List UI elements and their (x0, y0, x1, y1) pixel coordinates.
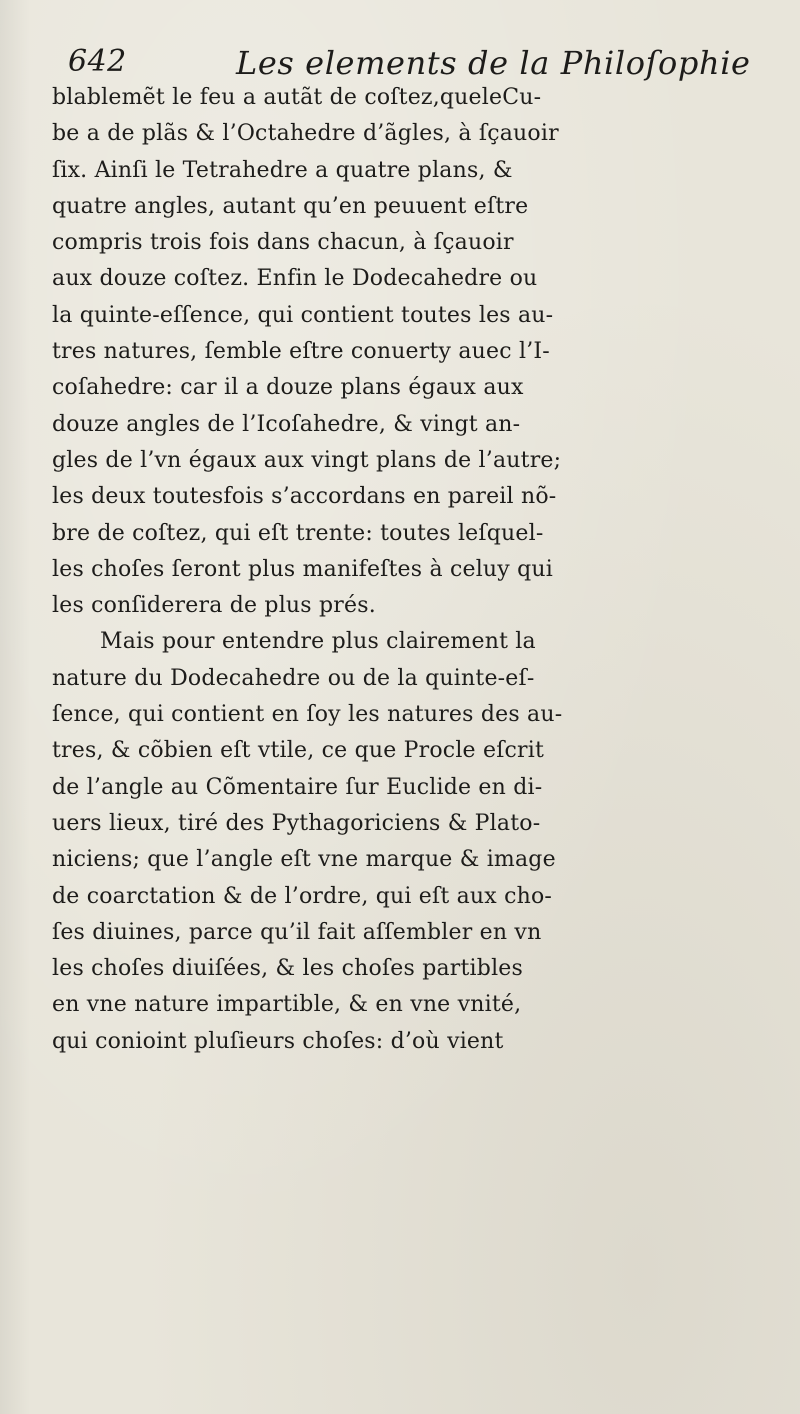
text-line: tres natures, ſemble eſtre conuerty auec l’I- (52, 339, 550, 365)
text-line: ſes diuines, parce qu’il fait aſſembler en vn (52, 919, 542, 945)
text-line: aux douze coſtez. Enfin le Dodecahedre ou (52, 266, 538, 292)
text-line: Mais pour entendre plus clairement la (100, 629, 536, 655)
text-line: les choſes ſeront plus manifeſtes à celuy qui (52, 556, 554, 582)
text-line: tres, & cõbien eſt vtile, ce que Procle eſcrit (52, 738, 545, 764)
text-line: de coarctation & de l’ordre, qui eſt aux cho- (52, 883, 553, 909)
page-number: 642 (68, 44, 127, 79)
text-line: ſix. Ainſi le Tetrahedre a quatre plans, & (52, 157, 513, 183)
body-text (52, 80, 772, 1060)
text-line: coſahedre: car il a douze plans égaux aux (52, 375, 524, 401)
text-line: les choſes diuiſées, & les choſes partibles (52, 956, 524, 982)
text-line: nature du Dodecahedre ou de la quinte-eſ- (52, 665, 535, 691)
text-line: blablemẽt le feu a autãt de coſtez,queleCu- (52, 85, 542, 110)
text-line: en vne nature impartible, & en vne vnité, (52, 992, 522, 1018)
text-line: de l’angle au Cõmentaire ſur Euclide en di- (52, 774, 543, 800)
text-line: douze angles de l’Icoſahedre, & vingt an- (52, 411, 521, 437)
text-line: quatre angles, autant qu’en peuuent eſtre (52, 193, 529, 219)
running-title: Les elements de la Philoſophie (236, 44, 751, 82)
text-line: be a de plãs & l’Octahedre d’ãgles, à ſçauoir (52, 121, 559, 147)
text-line: niciens; que l’angle eſt vne marque & image (52, 847, 556, 873)
text-line: compris trois fois dans chacun, à ſçauoir (52, 230, 514, 256)
paragraph (52, 624, 772, 1060)
text-line: bre de coſtez, qui eſt trente: toutes leſquel- (52, 520, 544, 546)
text-line: gles de l’vn égaux aux vingt plans de l’autre; (52, 447, 562, 473)
paragraph (52, 80, 772, 624)
binding-shadow (0, 0, 30, 1414)
text-line: les conſiderera de plus prés. (52, 593, 376, 619)
text-line: uers lieux, tiré des Pythagoriciens & Plato- (52, 810, 541, 836)
text-line: ſence, qui contient en ſoy les natures des au- (52, 702, 563, 728)
text-line: les deux toutesfois s’accordans en pareil nõ- (52, 484, 557, 510)
text-line: qui conioint pluſieurs choſes: d’où vient (52, 1028, 504, 1054)
text-line: la quinte-eſſence, qui contient toutes les au- (52, 302, 554, 328)
